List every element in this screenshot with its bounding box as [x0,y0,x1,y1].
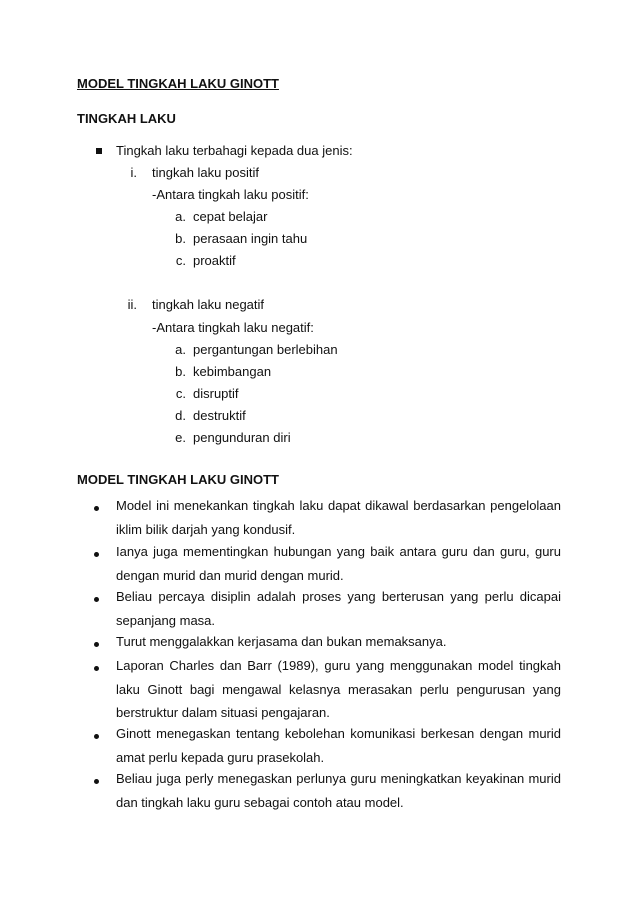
square-bullet-icon [96,148,102,154]
bullet-paragraph: Model ini menekankan tingkah laku dapat dikawal berdasarkan pengelolaan iklim bilik darjah yang kondusif. [116,498,561,537]
list-item: pergantungan berlebihan [193,342,338,357]
list-letter: c. [175,386,186,401]
roman-numeral: i. [130,165,137,180]
intro-text: Tingkah laku terbahagi kepada dua jenis: [116,143,353,158]
bullet-icon [94,734,99,739]
list-item: perasaan ingin tahu [193,231,308,246]
type-label: tingkah laku negatif [152,297,265,312]
list-letter: c. [175,253,186,268]
bullet-paragraph: Ginott menegaskan tentang kebolehan komunikasi berkesan dengan murid amat perlu kepada guru prasekolah. [116,726,561,765]
roman-numeral: ii. [127,297,137,312]
list-letter: b. [175,231,186,246]
section-heading-model: MODEL TINGKAH LAKU GINOTT [77,472,279,487]
bullet-paragraph: Laporan Charles dan Barr (1989), guru yang menggunakan model tingkah laku Ginott bagi mengawal kelasnya merasakan perlu pengurusan yang berstruktur dalam situasi pengajaran. [116,658,561,720]
list-item: kebimbangan [193,364,272,379]
bullet-paragraph: Beliau percaya disiplin adalah proses yang berterusan yang perlu dicapai sepanjang masa. [116,589,561,628]
bullet-icon [94,642,99,647]
document-title: MODEL TINGKAH LAKU GINOTT [77,76,279,91]
list-item: proaktif [193,253,236,268]
bullet-icon [94,552,99,557]
list-letter: d. [175,408,186,423]
bullet-icon [94,779,99,784]
bullet-icon [94,666,99,671]
list-letter: b. [175,364,186,379]
bullet-paragraph: Turut menggalakkan kerjasama dan bukan memaksanya. [116,634,447,649]
list-letter: a. [175,342,186,357]
list-item: disruptif [193,386,239,401]
type-sublabel: -Antara tingkah laku negatif: [152,320,314,335]
list-item: pengunduran diri [193,430,291,445]
list-item: cepat belajar [193,209,268,224]
bullet-paragraph: Beliau juga perly menegaskan perlunya guru meningkatkan keyakinan murid dan tingkah laku guru sebagai contoh atau model. [116,771,561,810]
bullet-icon [94,597,99,602]
bullet-paragraph: Ianya juga mementingkan hubungan yang baik antara guru dan guru, guru dengan murid dan murid dengan murid. [116,544,561,583]
list-letter: e. [175,430,186,445]
type-label: tingkah laku positif [152,165,259,180]
list-letter: a. [175,209,186,224]
type-sublabel: -Antara tingkah laku positif: [152,187,309,202]
list-item: destruktif [193,408,246,423]
bullet-icon [94,506,99,511]
section-heading-tingkah-laku: TINGKAH LAKU [77,111,176,126]
